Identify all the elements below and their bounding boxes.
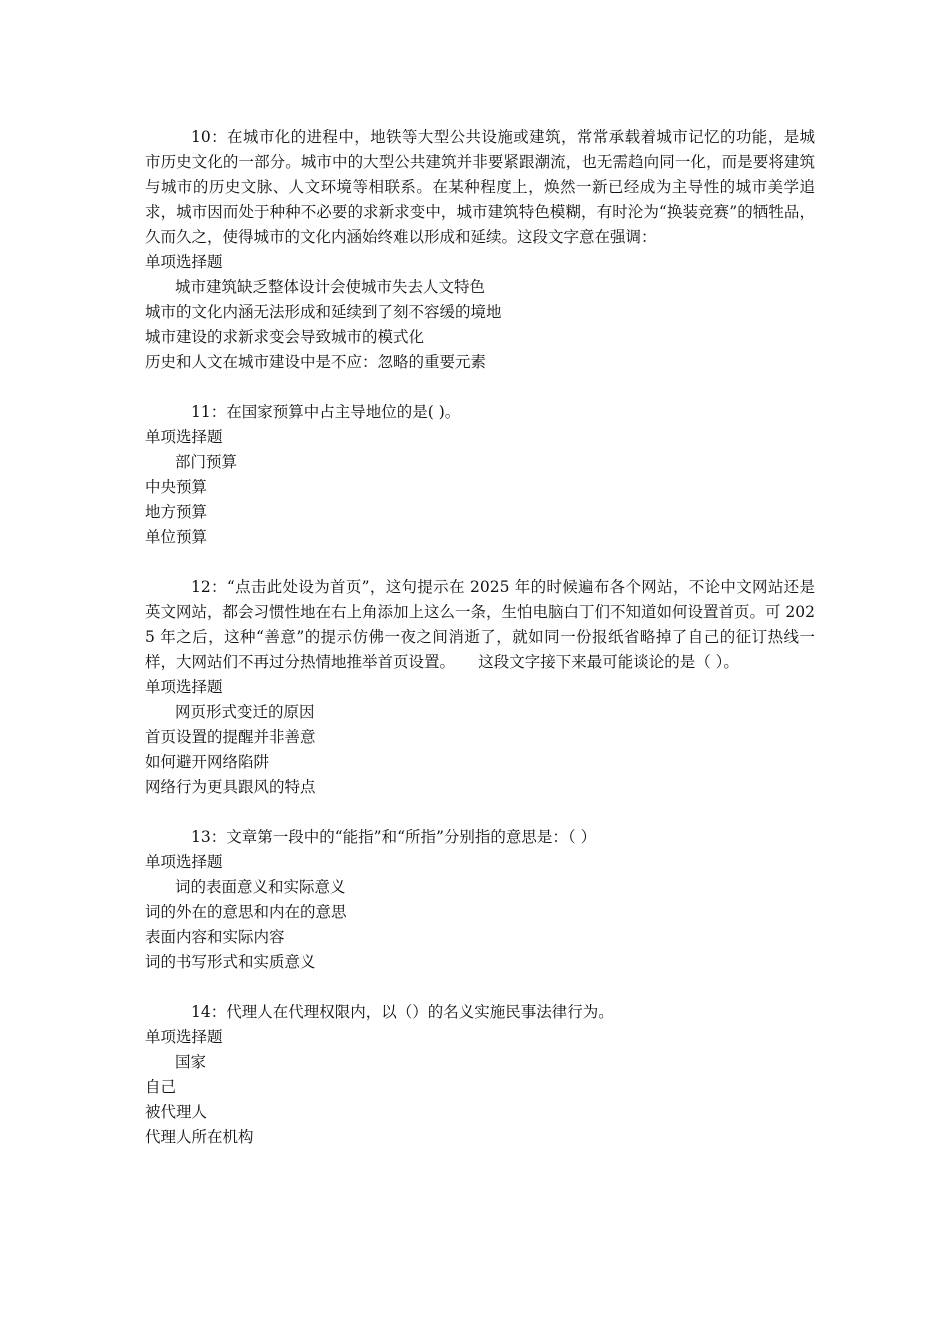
question-13 [145,825,815,975]
question-text: 13：文章第一段中的“能指”和“所指”分别指的意思是：（ ） [191,828,597,846]
option-a: 部门预算 [175,453,238,471]
option-d: 代理人所在机构 [145,1128,254,1146]
option-c: 地方预算 [145,503,208,521]
option-c: 表面内容和实际内容 [145,928,285,946]
question-text: 11：在国家预算中占主导地位的是( )。 [191,403,461,421]
option-c: 被代理人 [145,1103,208,1121]
option-b: 自己 [145,1078,177,1096]
option-b: 中央预算 [145,478,208,496]
question-list [145,125,815,1175]
question-11 [145,400,815,550]
question-type: 单项选择题 [145,253,223,271]
question-text: 10：在城市化的进程中，地铁等大型公共设施或建筑，常常承载着城市记忆的功能，是城市历史文化的一部分。城市中的大型公共建筑并非要紧跟潮流，也无需趋向同一化，而是要将建筑与城市的历史文脉、人文环境等相联系。在某种程度上，焕然一新已经成为主导性的城市美学追求，城市因而处于种种不必要的求新求变中，城市建筑特色模糊，有时沦为“换装竞赛”的牺牲品，久而久之，使得城市的文化内涵始终难以形成和延续。这段文字意在强调： [145,128,815,246]
option-b: 首页设置的提醒并非善意 [145,728,316,746]
option-a: 城市建筑缺乏整体设计会使城市失去人文特色 [175,278,486,296]
option-b: 词的外在的意思和内在的意思 [145,903,347,921]
option-a: 国家 [175,1053,207,1071]
option-a: 网页形式变迁的原因 [175,703,315,721]
option-c: 城市建设的求新求变会导致城市的模式化 [145,328,425,346]
question-14 [145,1000,815,1150]
option-d: 网络行为更具跟风的特点 [145,778,316,796]
question-12 [145,575,815,800]
option-d: 词的书写形式和实质意义 [145,953,316,971]
option-b: 城市的文化内涵无法形成和延续到了刻不容缓的境地 [145,303,502,321]
question-type: 单项选择题 [145,428,223,446]
question-type: 单项选择题 [145,678,223,696]
option-d: 历史和人文在城市建设中是不应：忽略的重要元素 [145,353,487,371]
question-text: 14：代理人在代理权限内，以（）的名义实施民事法律行为。 [191,1003,614,1021]
option-a: 词的表面意义和实际意义 [175,878,346,896]
question-type: 单项选择题 [145,853,223,871]
option-d: 单位预算 [145,528,208,546]
option-c: 如何避开网络陷阱 [145,753,270,771]
question-text: 12：“点击此处设为首页”，这句提示在 2025 年的时候遍布各个网站，不论中文网站还是英文网站，都会习惯性地在右上角添加上这么一条，生怕电脑白丁们不知道如何设置首页。可 2025 年之后，这种“善意”的提示仿佛一夜之间消逝了，就如同一份报纸省略掉了自己的征订热线一样，大网站们不再过分热情地推举首页设置。 这段文字接下来最可能谈论的是（ ）。 [145,578,816,671]
question-10 [145,125,815,375]
question-type: 单项选择题 [145,1028,223,1046]
